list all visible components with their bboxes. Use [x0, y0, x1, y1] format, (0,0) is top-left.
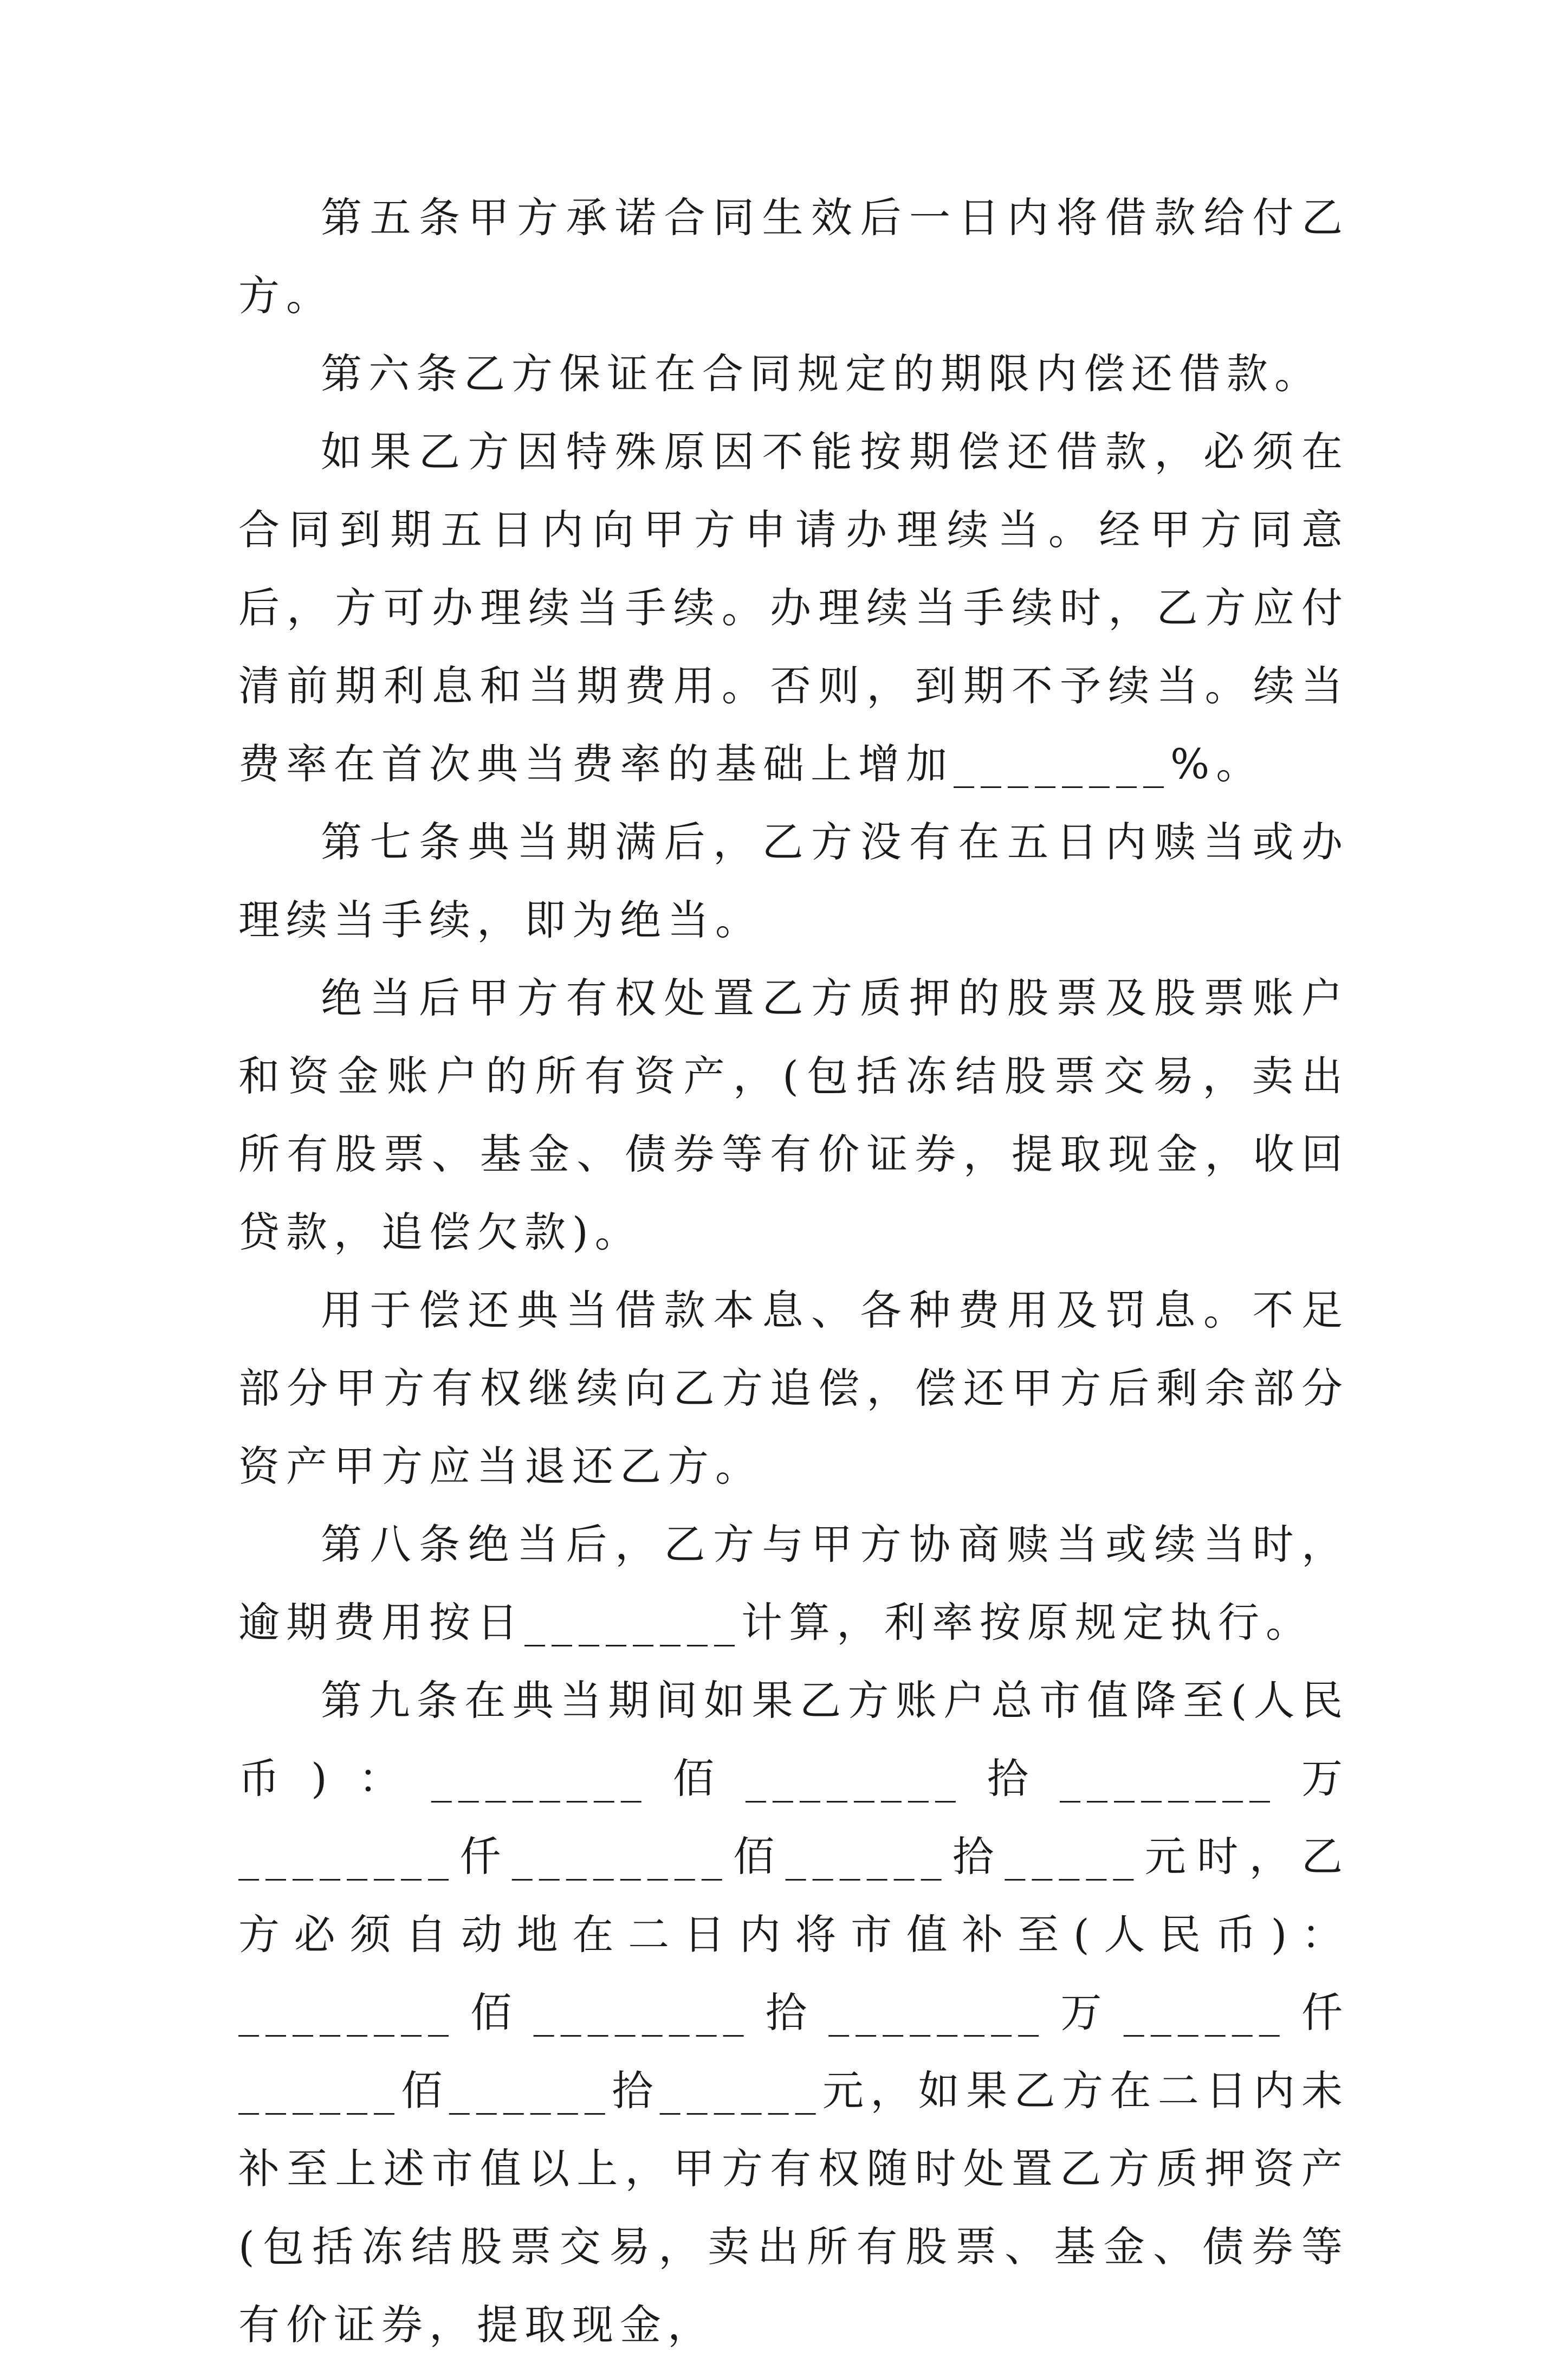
paragraph-article-7: 第七条典当期满后，乙方没有在五日内赎当或办理续当手续，即为绝当。: [238, 818, 1349, 944]
paragraph-disposal: 绝当后甲方有权处置乙方质押的股票及股票账户和资金账户的所有资产，(包括冻结股票交易，卖出所有股票、基金、债券等有价证券，提取现金，收回贷款，追偿欠款)。: [238, 974, 1349, 1256]
paragraph-repayment: 用于偿还典当借款本息、各种费用及罚息。不足部分甲方有权继续向乙方追偿，偿还甲方后剩余部分资产甲方应当退还乙方。: [238, 1286, 1349, 1490]
paragraph-renewal: 如果乙方因特殊原因不能按期偿还借款，必须在合同到期五日内向甲方申请办理续当。经甲方同意后，方可办理续当手续。办理续当手续时，乙方应付清前期利息和当期费用。否则，到期不予续当。续当费率在首次典当费率的基础上增加________%。: [238, 428, 1349, 788]
document-body: [238, 179, 1349, 2364]
paragraph-article-5: 第五条甲方承诺合同生效后一日内将借款给付乙方。: [238, 193, 1349, 320]
paragraph-article-9: 第九条在典当期间如果乙方账户总市值降至(人民币)：________佰________拾________万________仟________佰______拾_____元时，乙方必须自动地在二日内将市值补至(人民币)：________佰________拾________万______仟______佰______拾______元，如果乙方在二日内未补至上述市值以上，甲方有权随时处置乙方质押资产(包括冻结股票交易，卖出所有股票、基金、债券等有价证券，提取现金，: [238, 1676, 1349, 2349]
paragraph-article-6: 第六条乙方保证在合同规定的期限内偿还借款。: [321, 350, 1322, 398]
paragraph-article-8: 第八条绝当后，乙方与甲方协商赎当或续当时，逾期费用按日________计算，利率按原规定执行。: [238, 1520, 1349, 1646]
